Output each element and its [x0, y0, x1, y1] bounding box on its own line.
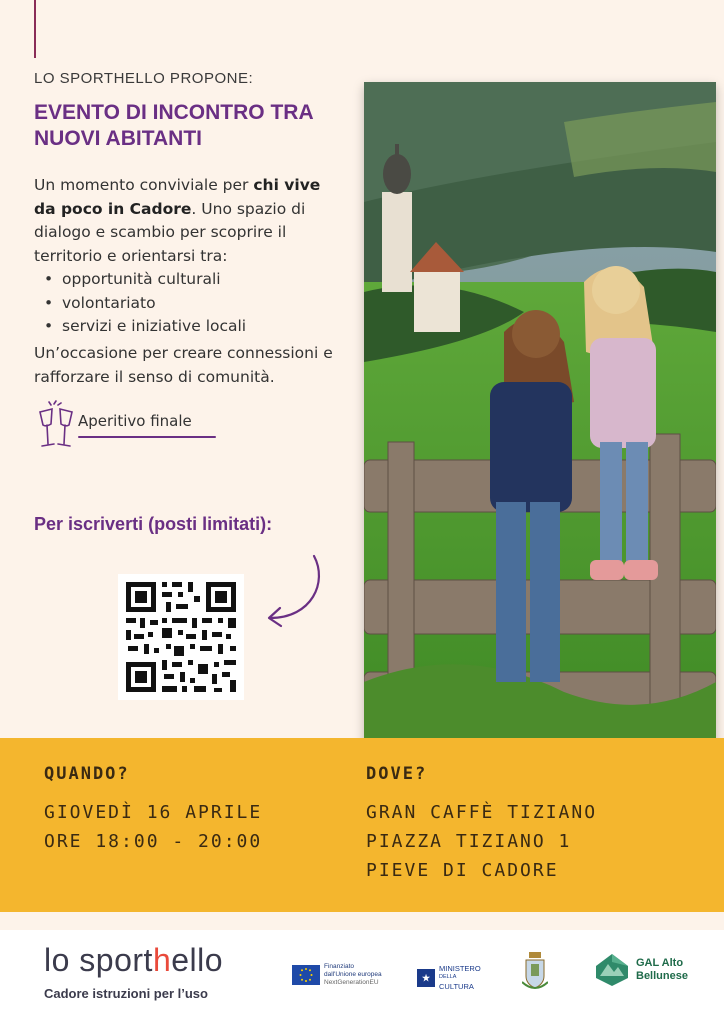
qr-code[interactable]	[118, 574, 244, 700]
list-item: • servizi e iniziative locali	[42, 315, 246, 339]
mountain-logo-icon	[594, 952, 630, 988]
outro-paragraph: Un’occasione per creare connessioni e rafforzare il senso di comunità.	[34, 344, 333, 386]
venue-town: PIEVE DI CADORE	[366, 860, 559, 881]
sporthello-tagline: Cadore istruzioni per l’uso	[44, 986, 208, 1001]
curved-arrow-icon	[262, 552, 328, 632]
eu-funding-logo	[292, 964, 382, 986]
ministero-emblem-icon: ★	[417, 969, 435, 987]
venue-address: PIAZZA TIZIANO 1	[366, 831, 572, 852]
ministero-cultura-logo	[417, 964, 481, 991]
when-details	[44, 798, 262, 856]
children-on-fence-photo	[364, 82, 716, 744]
mic-text-line: CULTURA	[439, 982, 474, 991]
hero-photo	[364, 82, 716, 744]
event-time: ORE 18:00 - 20:00	[44, 831, 263, 852]
event-date: GIOVEDÌ 16 APRILE	[44, 802, 263, 823]
top-accent-line	[34, 0, 36, 58]
topics-list	[42, 268, 246, 339]
intro-paragraph: Un momento conviviale per chi vive da poco in Cadore. Uno spazio di dialogo e scambio per scoprire il territorio e orientarsi tra:	[34, 176, 321, 265]
gal-text-line: GAL Alto	[636, 957, 684, 969]
when-label: QUANDO?	[44, 764, 130, 784]
sporthello-logo: lo sporthello	[44, 942, 224, 978]
mic-text-line: DELLA	[439, 974, 457, 980]
champagne-glasses-icon	[34, 400, 78, 454]
list-item: • volontariato	[42, 292, 246, 316]
eu-text-line: Finanziato	[324, 963, 354, 970]
gal-alto-bellunese-logo	[594, 952, 688, 988]
where-details	[366, 798, 597, 885]
aperitivo-underline	[78, 436, 216, 438]
mic-text-line: MINISTERO	[439, 964, 481, 973]
where-label: DOVE?	[366, 764, 428, 784]
intro-highlight: chi vive da poco in Cadore	[34, 176, 321, 218]
list-item: • opportunità culturali	[42, 268, 246, 292]
eu-text-line: NextGenerationEU	[324, 979, 379, 986]
eu-text-line: dall'Unione europea	[324, 971, 382, 978]
crest-icon	[522, 952, 548, 992]
eu-flag-icon	[292, 965, 320, 985]
gal-text-line: Bellunese	[636, 970, 688, 982]
signup-heading: Per iscriverti (posti limitati):	[34, 514, 273, 534]
qr-code-graphic	[118, 574, 244, 700]
kicker: LO SPORTHELLO PROPONE:	[34, 70, 254, 87]
page-title: EVENTO DI INCONTRO TRA NUOVI ABITANTI	[34, 101, 313, 150]
venue-name: GRAN CAFFÈ TIZIANO	[366, 802, 598, 823]
aperitivo-label: Aperitivo finale	[78, 412, 192, 430]
